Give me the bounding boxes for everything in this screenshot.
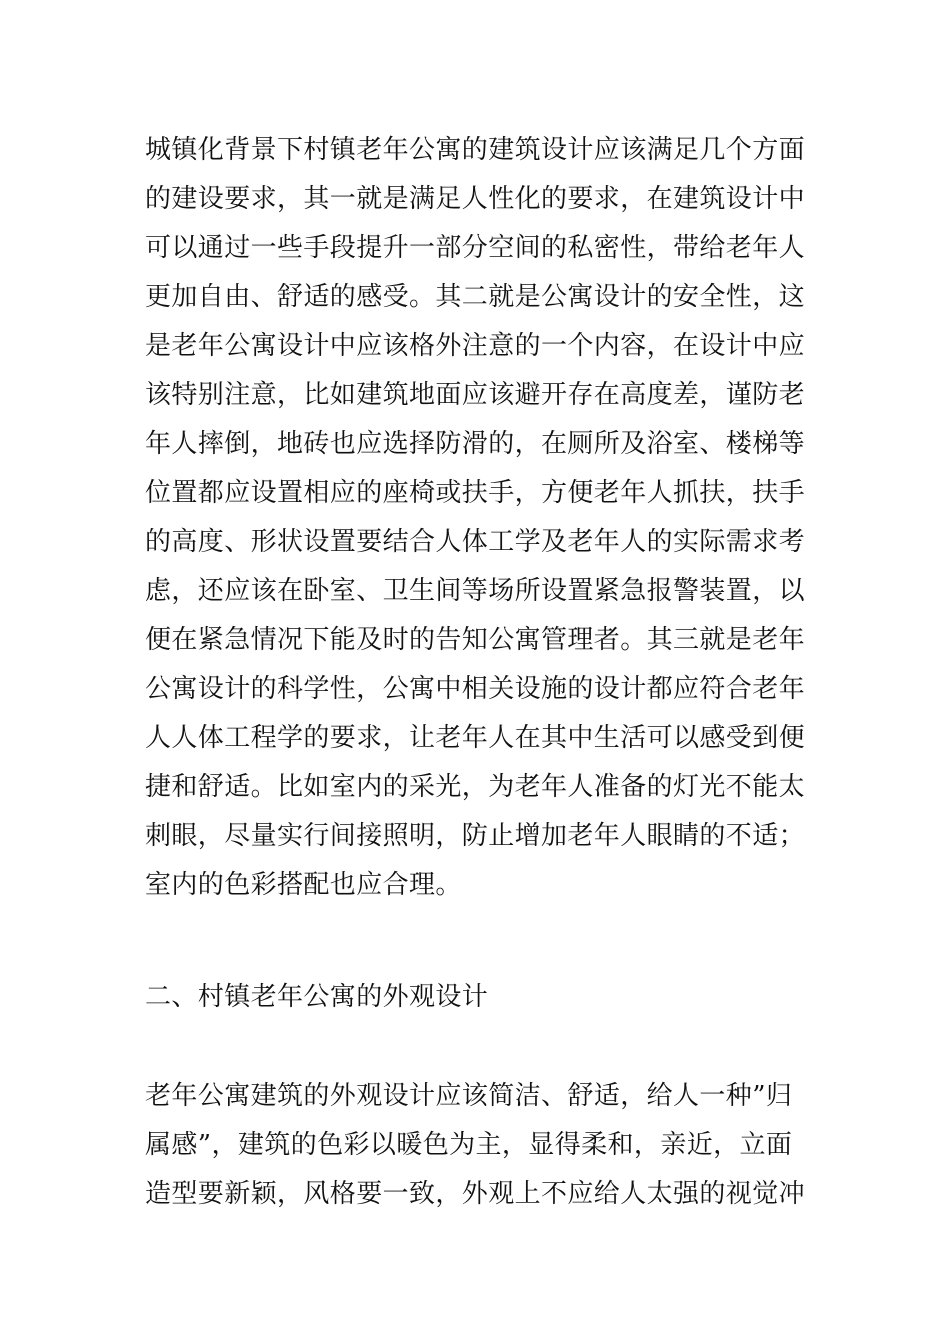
text-line: 室内的色彩搭配也应合理。 <box>145 870 462 900</box>
text-line: 公寓设计的科学性，公寓中相关设施的设计都应符合老年 <box>145 674 806 704</box>
text-line: 可以通过一些手段提升一部分空间的私密性，带给老年人 <box>145 233 806 263</box>
text-line: 城镇化背景下村镇老年公寓的建筑设计应该满足几个方面 <box>145 135 806 165</box>
text-line: 刺眼，尽量实行间接照明，防止增加老年人眼睛的不适； <box>145 821 806 851</box>
text-line: 位置都应设置相应的座椅或扶手，方便老年人抓扶，扶手 <box>145 478 806 508</box>
text-line: 更加自由、舒适的感受。其二就是公寓设计的安全性，这 <box>145 282 806 312</box>
text-line: 虑，还应该在卧室、卫生间等场所设置紧急报警装置，以 <box>145 576 806 606</box>
text-line: 是老年公寓设计中应该格外注意的一个内容，在设计中应 <box>145 331 806 361</box>
text-line: 便在紧急情况下能及时的告知公寓管理者。其三就是老年 <box>145 625 806 655</box>
text-line: 造型要新颖，风格要一致，外观上不应给人太强的视觉冲 <box>145 1179 806 1209</box>
text-line: 捷和舒适。比如室内的采光，为老年人准备的灯光不能太 <box>145 772 806 802</box>
text-line: 该特别注意，比如建筑地面应该避开存在高度差，谨防老 <box>145 380 806 410</box>
text-line: 的高度、形状设置要结合人体工学及老年人的实际需求考 <box>145 527 806 557</box>
text-line: 人人体工程学的要求，让老年人在其中生活可以感受到便 <box>145 723 806 753</box>
text-line: 属感”，建筑的色彩以暖色为主，显得柔和，亲近，立面 <box>145 1130 793 1160</box>
text-line: 老年公寓建筑的外观设计应该简洁、舒适，给人一种”归 <box>145 1081 793 1111</box>
text-line: 年人摔倒，地砖也应选择防滑的，在厕所及浴室、楼梯等 <box>145 429 806 459</box>
section-heading: 二、村镇老年公寓的外观设计 <box>145 982 489 1012</box>
text-line: 的建设要求，其一就是满足人性化的要求，在建筑设计中 <box>145 184 806 214</box>
